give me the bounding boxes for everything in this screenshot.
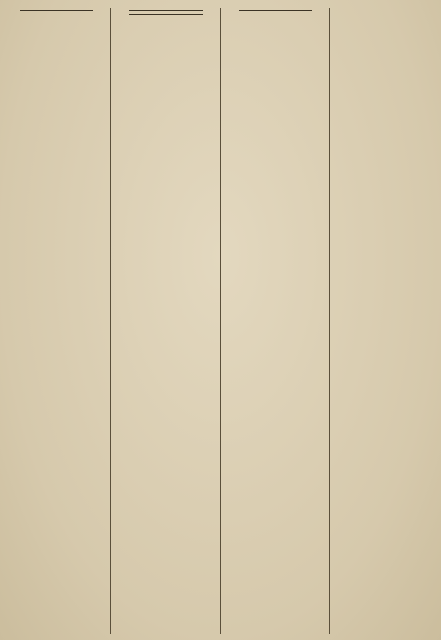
column-4 <box>334 8 435 634</box>
section-divider <box>129 10 202 11</box>
section-divider <box>20 10 93 11</box>
column-container <box>6 8 435 634</box>
column-1 <box>6 8 111 634</box>
column-3 <box>225 8 330 634</box>
column-2 <box>115 8 220 634</box>
section-divider <box>129 14 202 15</box>
section-divider <box>239 10 312 11</box>
